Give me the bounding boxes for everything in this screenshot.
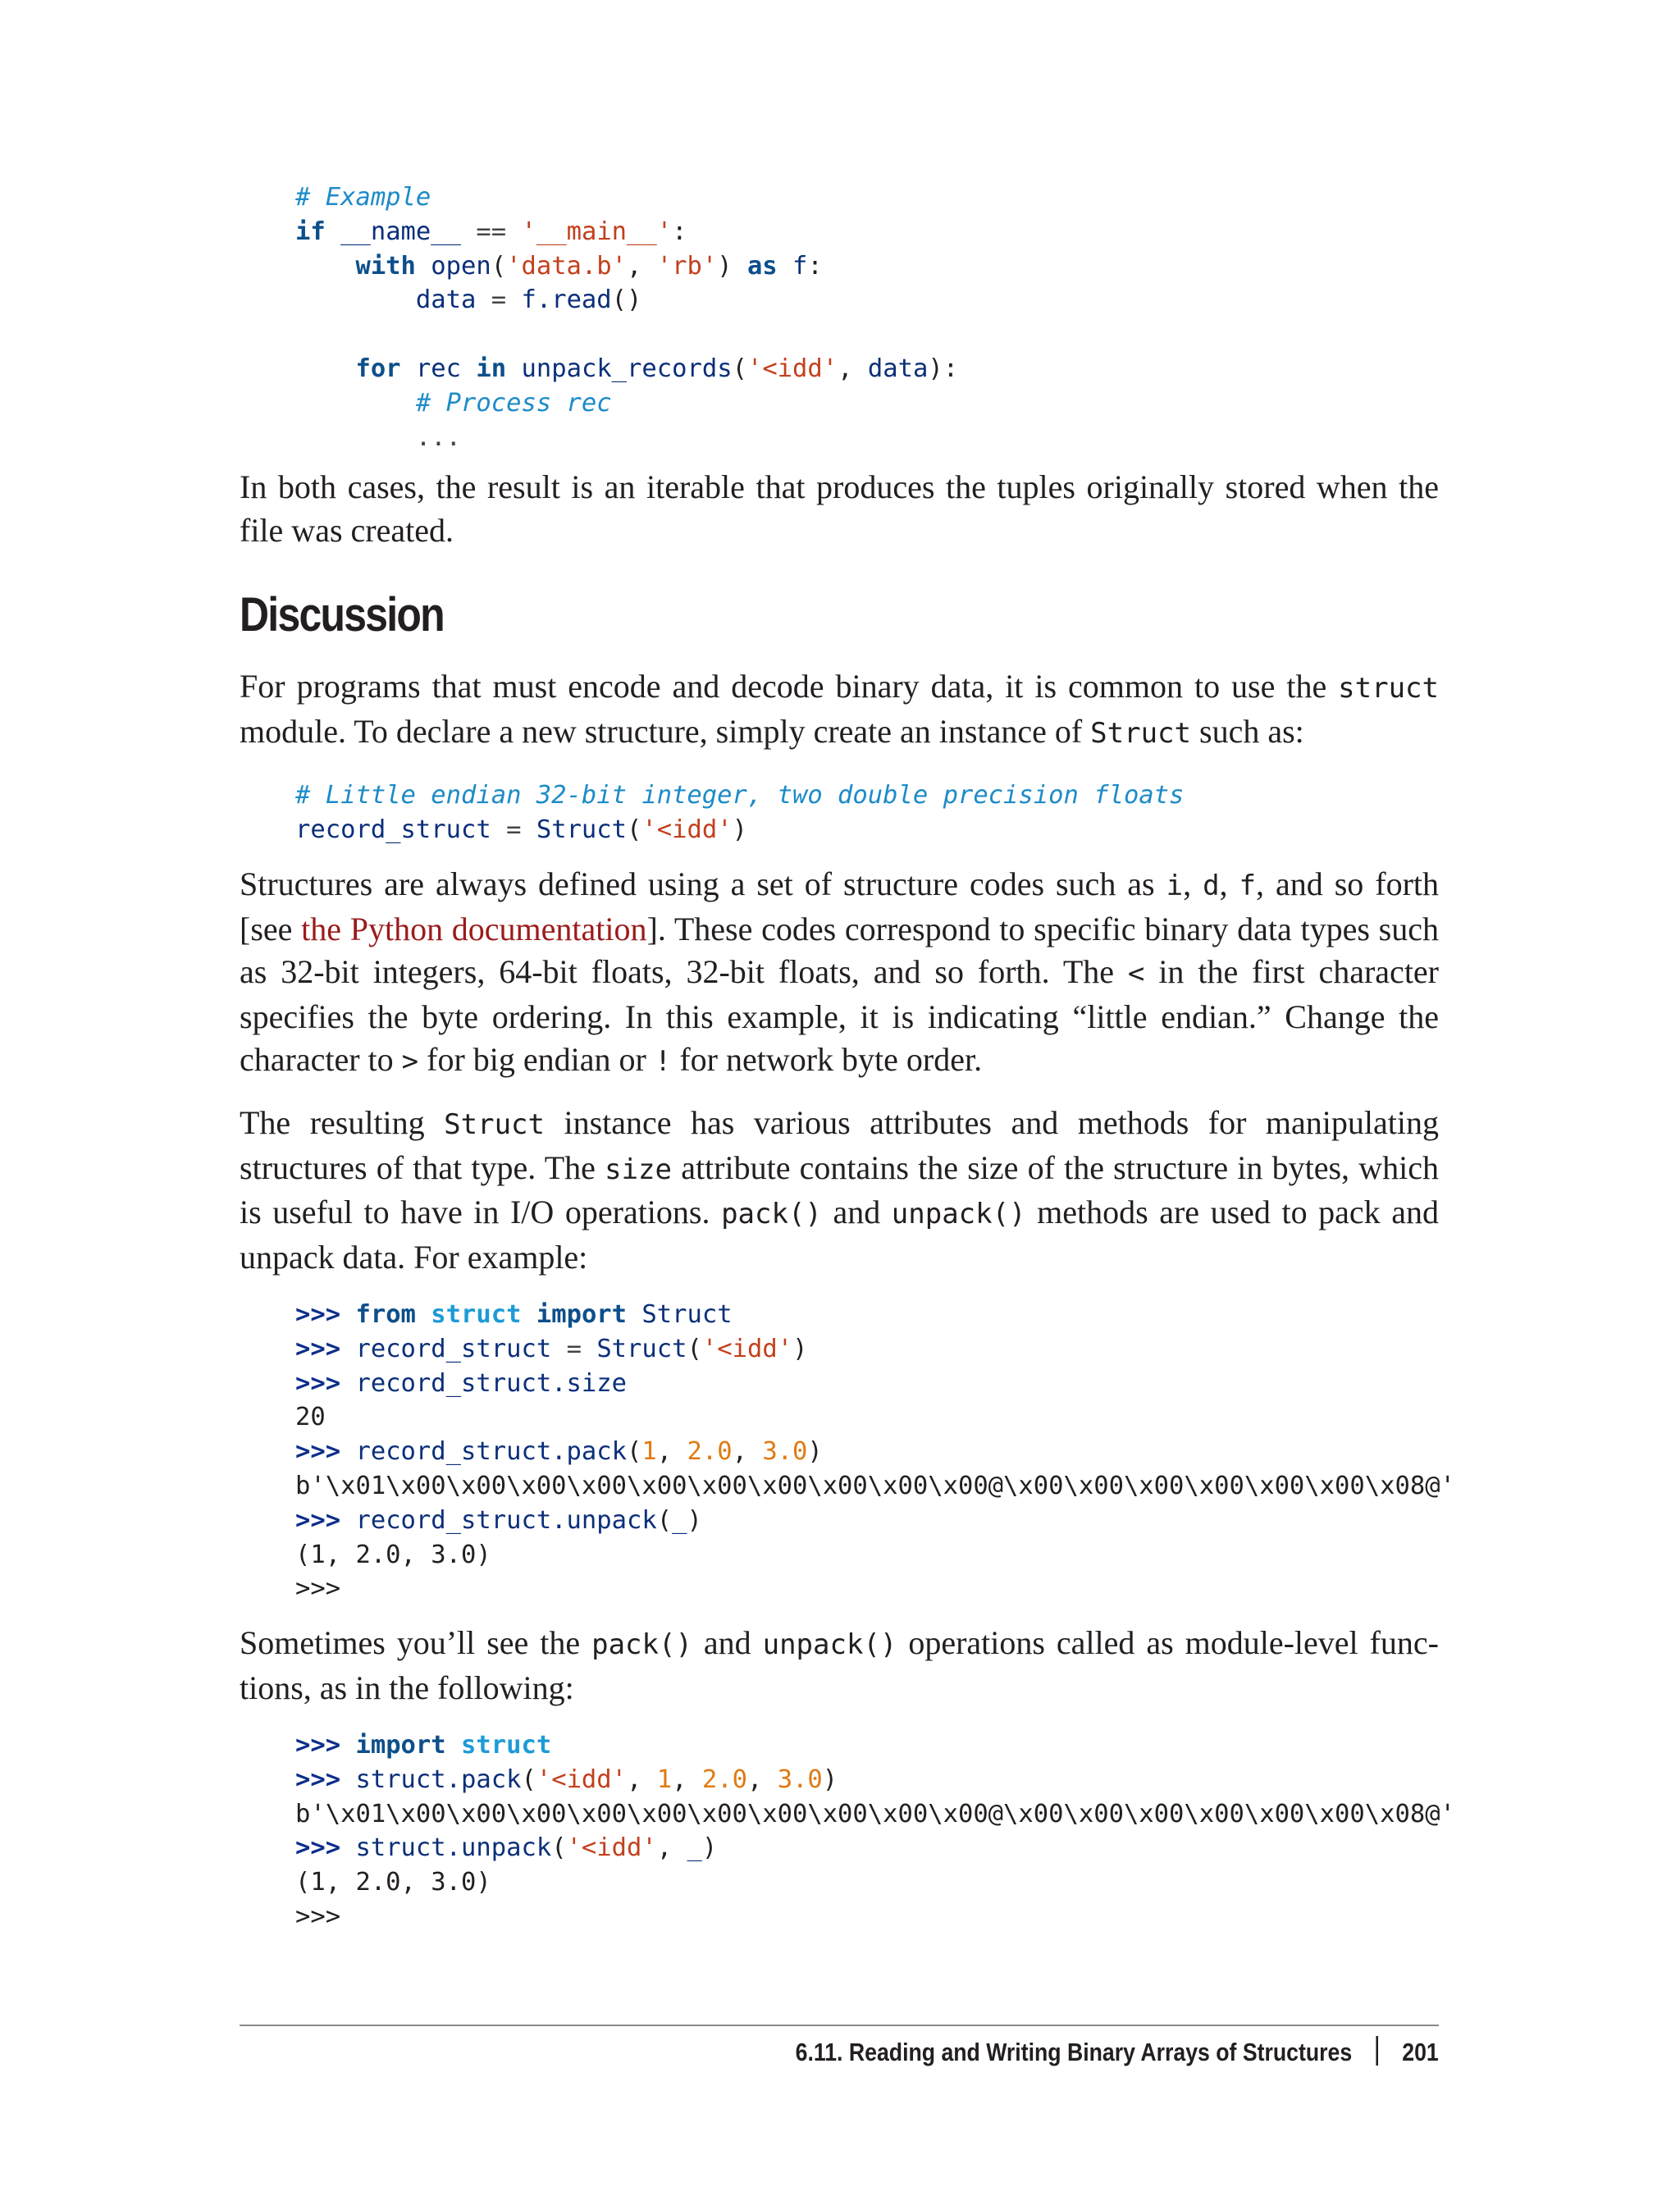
code-line: >>> record_struct = Struct('<idd') bbox=[295, 1334, 808, 1363]
footer-divider bbox=[240, 2025, 1439, 2026]
code-output: b'\x01\x00\x00\x00\x00\x00\x00\x00\x00\x00\x00@\x00\x00\x00\x00\x00\x00\x08@' bbox=[295, 1471, 1455, 1500]
code-line: >>> struct.pack('<idd', 1, 2.0, 3.0) bbox=[295, 1764, 838, 1794]
code-block-module-session bbox=[295, 1728, 1455, 1934]
footer-separator bbox=[1376, 2036, 1379, 2066]
page-number: 201 bbox=[1402, 2038, 1439, 2066]
code-line: if __name__ == '__main__': bbox=[295, 217, 687, 246]
code-line: # Process rec bbox=[415, 388, 612, 418]
page-footer bbox=[796, 2036, 1439, 2067]
code-line: # Little endian 32-bit integer, two double precision floats bbox=[295, 781, 1185, 810]
code-output: (1, 2.0, 3.0) bbox=[295, 1868, 491, 1897]
paragraph-structure-codes: Structures are always defined using a set of structure codes such as i, d, f, and so forth [see the Python documentation]. These codes correspond to specific binary data types such as 32-bit integers, 64-bit floats, 32-bit floats, and so forth. The < in the first character specifies the byte ordering. In this example, it is indicating “little endian.” Change the character to > for big endian or ! for network byte order. bbox=[240, 865, 1440, 1078]
code-output: b'\x01\x00\x00\x00\x00\x00\x00\x00\x00\x00\x00@\x00\x00\x00\x00\x00\x00\x08@' bbox=[295, 1799, 1455, 1828]
code-output: (1, 2.0, 3.0) bbox=[295, 1540, 491, 1569]
paragraph-struct-instance: The resulting Struct instance has various attributes and methods for manipulating structures of that type. The size attribute contains the size of the structure in bytes, which is useful to have in I/O operations. pack() and unpack() methods are used to pack and unpack data. For example: bbox=[240, 1104, 1439, 1276]
paragraph-struct-intro: For programs that must encode and decode binary data, it is common to use the struct module. To declare a new structure, simply create an instance of Struct such as: bbox=[240, 668, 1439, 750]
paragraph-result: In both cases, the result is an iterable that produces the tuples originally stored when the file was created. bbox=[240, 468, 1439, 549]
code-block-struct-decl bbox=[295, 778, 1184, 847]
code-line: >>> record_struct.size bbox=[295, 1368, 627, 1398]
code-prompt: >>> bbox=[295, 1574, 341, 1604]
paragraph-module-level: Sometimes you’ll see the pack() and unpack() operations called as module-level functions, as in the following: bbox=[240, 1624, 1439, 1706]
section-heading-discussion: Discussion bbox=[240, 588, 444, 641]
code-line: for rec in unpack_records('<idd', data): bbox=[355, 354, 959, 383]
python-documentation-link[interactable]: the Python documentation bbox=[301, 910, 647, 947]
code-output: 20 bbox=[295, 1403, 326, 1432]
code-line: >>> record_struct.unpack(_) bbox=[295, 1505, 702, 1535]
code-line: >>> import struct bbox=[295, 1731, 552, 1760]
code-line: with open('data.b', 'rb') as f: bbox=[355, 251, 823, 281]
code-line: >>> struct.unpack('<idd', _) bbox=[295, 1833, 718, 1863]
code-line: data = f.read() bbox=[415, 285, 642, 315]
code-line: >>> from struct import Struct bbox=[295, 1300, 733, 1329]
code-line: >>> record_struct.pack(1, 2.0, 3.0) bbox=[295, 1437, 823, 1467]
code-line: record_struct = Struct('<idd') bbox=[295, 815, 747, 844]
code-block-main-example bbox=[295, 180, 958, 454]
code-line: # Example bbox=[295, 183, 431, 212]
code-line: ... bbox=[415, 422, 461, 452]
code-block-struct-session bbox=[295, 1298, 1455, 1606]
footer-section-title: 6.11. Reading and Writing Binary Arrays of Structures bbox=[795, 2038, 1353, 2066]
code-prompt: >>> bbox=[295, 1901, 341, 1931]
